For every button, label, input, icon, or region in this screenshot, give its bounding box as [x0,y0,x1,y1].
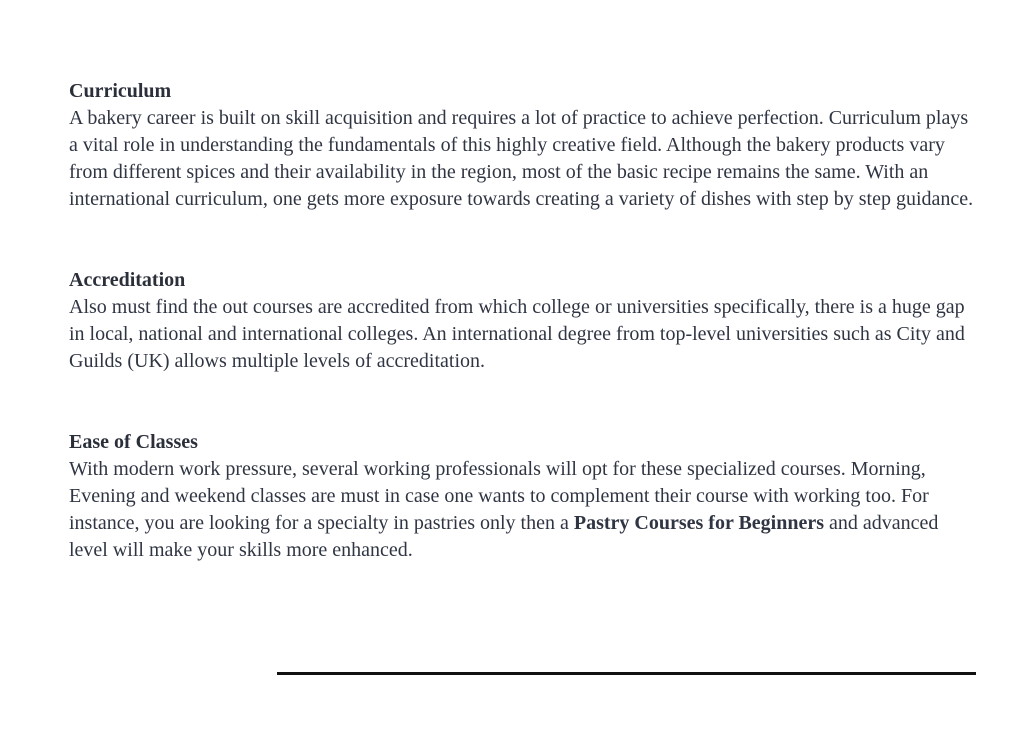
section-body-accreditation: Also must find the out courses are accredited from which college or universities specifically, there is a huge gap in local, national and international colleges. An international degree from top-level universities such as City and Guilds (UK) allows multiple levels of accreditation. [69,296,965,372]
section-ease-of-classes [69,429,979,564]
section-curriculum [69,78,979,213]
section-accreditation [69,267,979,375]
horizontal-divider [277,672,976,675]
pastry-courses-highlight: Pastry Courses for Beginners [573,512,825,534]
section-heading-curriculum: Curriculum [69,80,172,102]
body-text-before: With modern work pressure, several working professionals will opt for these specialized courses. Morning, Evening and weekend classes are must in case one wants to complement their course with working too. For instance, you are looking for a specialty in pastries only then a [69,458,929,534]
section-body-ease-of-classes [69,456,979,564]
section-heading-ease-of-classes: Ease of Classes [69,431,198,453]
section-body-curriculum: A bakery career is built on skill acquisition and requires a lot of practice to achieve perfection. Curriculum plays a vital role in understanding the fundamentals of this highly creative field. Although the bakery products vary from different spices and their availability in the region, most of the basic recipe remains the same. With an international curriculum, one gets more exposure towards creating a variety of dishes with step by step guidance. [69,107,974,210]
section-heading-accreditation: Accreditation [69,269,186,291]
article-content [69,78,979,564]
body-text-after: and advanced level will make your skills more enhanced. [69,512,939,561]
